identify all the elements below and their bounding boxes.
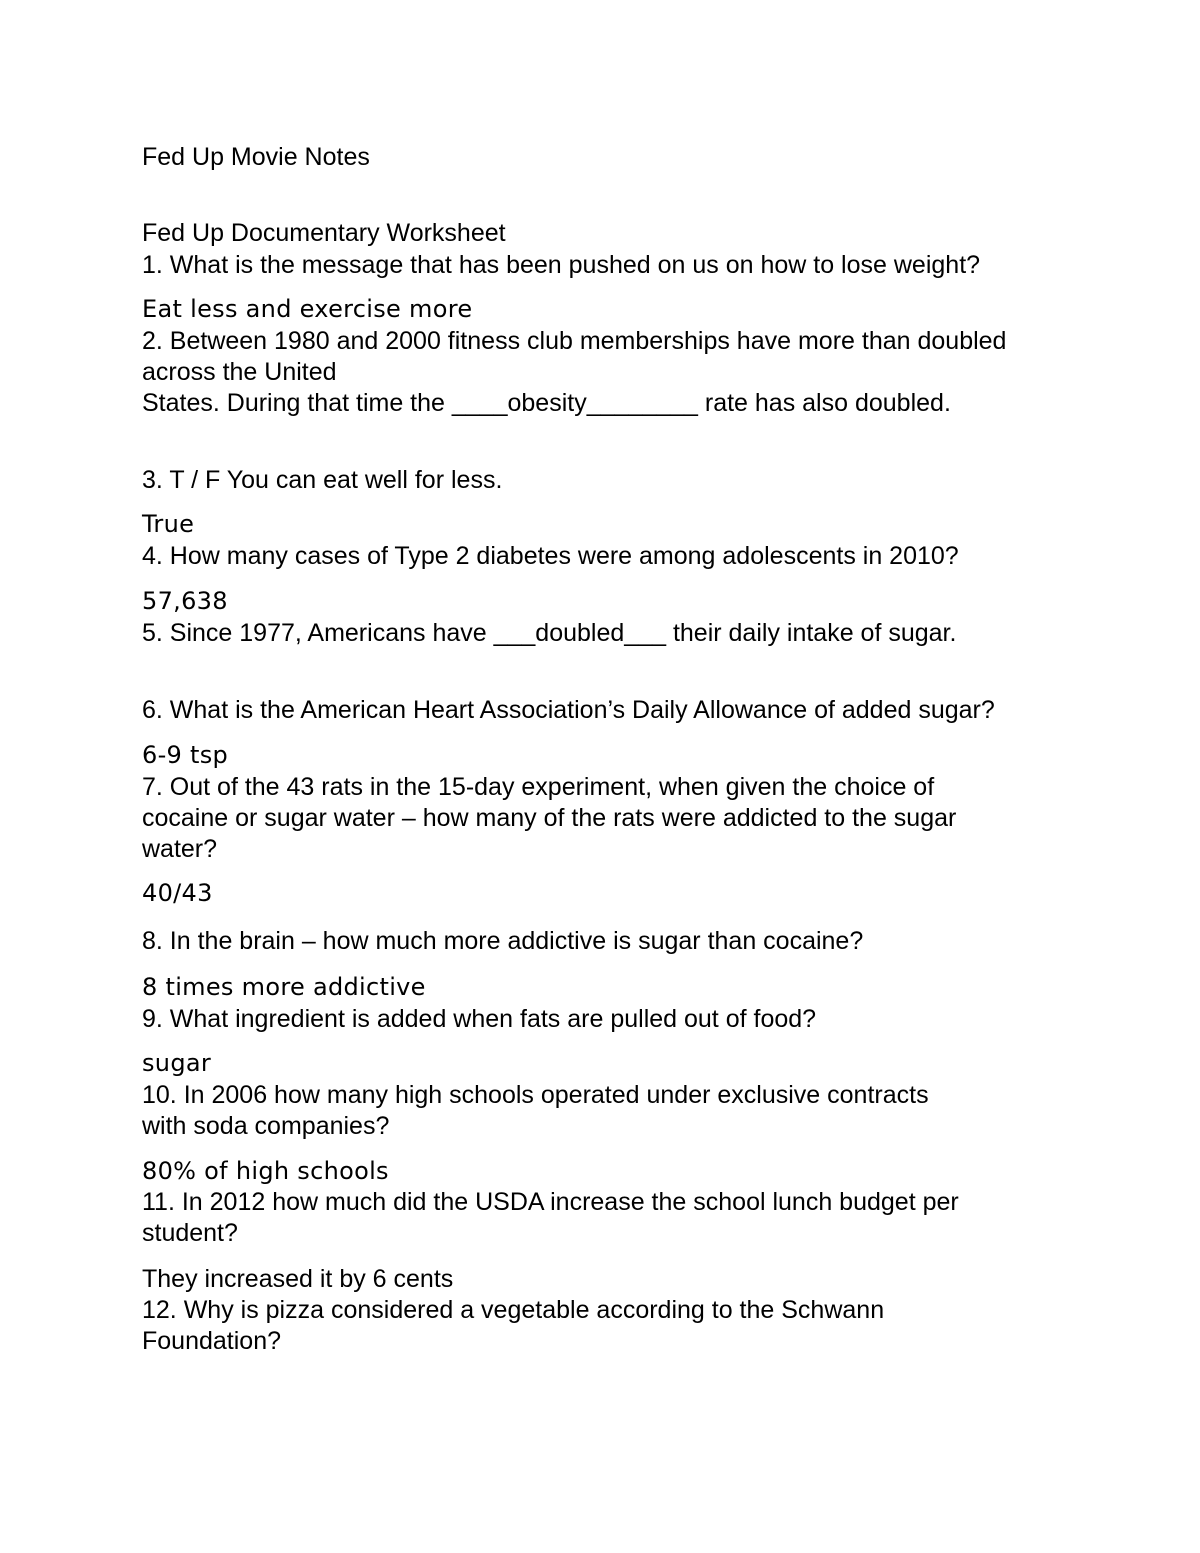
- question-11-line-2: student?: [142, 1219, 238, 1247]
- answer-7: 40/43: [142, 879, 213, 907]
- question-9: 9. What ingredient is added when fats are pulled out of food?: [142, 1005, 817, 1033]
- question-11-line-1: 11. In 2012 how much did the USDA increase the school lunch budget per: [142, 1188, 959, 1216]
- question-7-line-3: water?: [142, 835, 218, 863]
- question-12-line-2: Foundation?: [142, 1327, 282, 1355]
- answer-6: 6-9 tsp: [142, 741, 229, 769]
- answer-9: sugar: [142, 1049, 212, 1077]
- question-5: 5. Since 1977, Americans have ___doubled___ their daily intake of sugar.: [142, 619, 957, 647]
- question-1: 1. What is the message that has been pushed on us on how to lose weight?: [142, 251, 981, 279]
- question-10-line-2: with soda companies?: [142, 1112, 390, 1140]
- question-6: 6. What is the American Heart Association’s Daily Allowance of added sugar?: [142, 696, 995, 724]
- question-7-line-1: 7. Out of the 43 rats in the 15-day experiment, when given the choice of: [142, 773, 935, 801]
- worksheet-title: Fed Up Documentary Worksheet: [142, 219, 506, 247]
- question-2-line-1: 2. Between 1980 and 2000 fitness club memberships have more than doubled: [142, 327, 1007, 355]
- question-2-line-3: States. During that time the ____obesity________ rate has also doubled.: [142, 389, 951, 417]
- answer-8: 8 times more addictive: [142, 973, 426, 1001]
- question-2-line-2: across the United: [142, 358, 337, 386]
- answer-1: Eat less and exercise more: [142, 295, 473, 323]
- answer-3: True: [142, 510, 195, 538]
- answer-4: 57,638: [142, 587, 228, 615]
- document-title: Fed Up Movie Notes: [142, 143, 370, 171]
- question-4: 4. How many cases of Type 2 diabetes were among adolescents in 2010?: [142, 542, 959, 570]
- answer-11: They increased it by 6 cents: [142, 1265, 454, 1293]
- question-10-line-1: 10. In 2006 how many high schools operated under exclusive contracts: [142, 1081, 929, 1109]
- answer-10: 80% of high schools: [142, 1157, 389, 1185]
- question-8: 8. In the brain – how much more addictive is sugar than cocaine?: [142, 927, 864, 955]
- question-12-line-1: 12. Why is pizza considered a vegetable according to the Schwann: [142, 1296, 885, 1324]
- question-7-line-2: cocaine or sugar water – how many of the rats were addicted to the sugar: [142, 804, 957, 832]
- question-3: 3. T / F You can eat well for less.: [142, 466, 503, 494]
